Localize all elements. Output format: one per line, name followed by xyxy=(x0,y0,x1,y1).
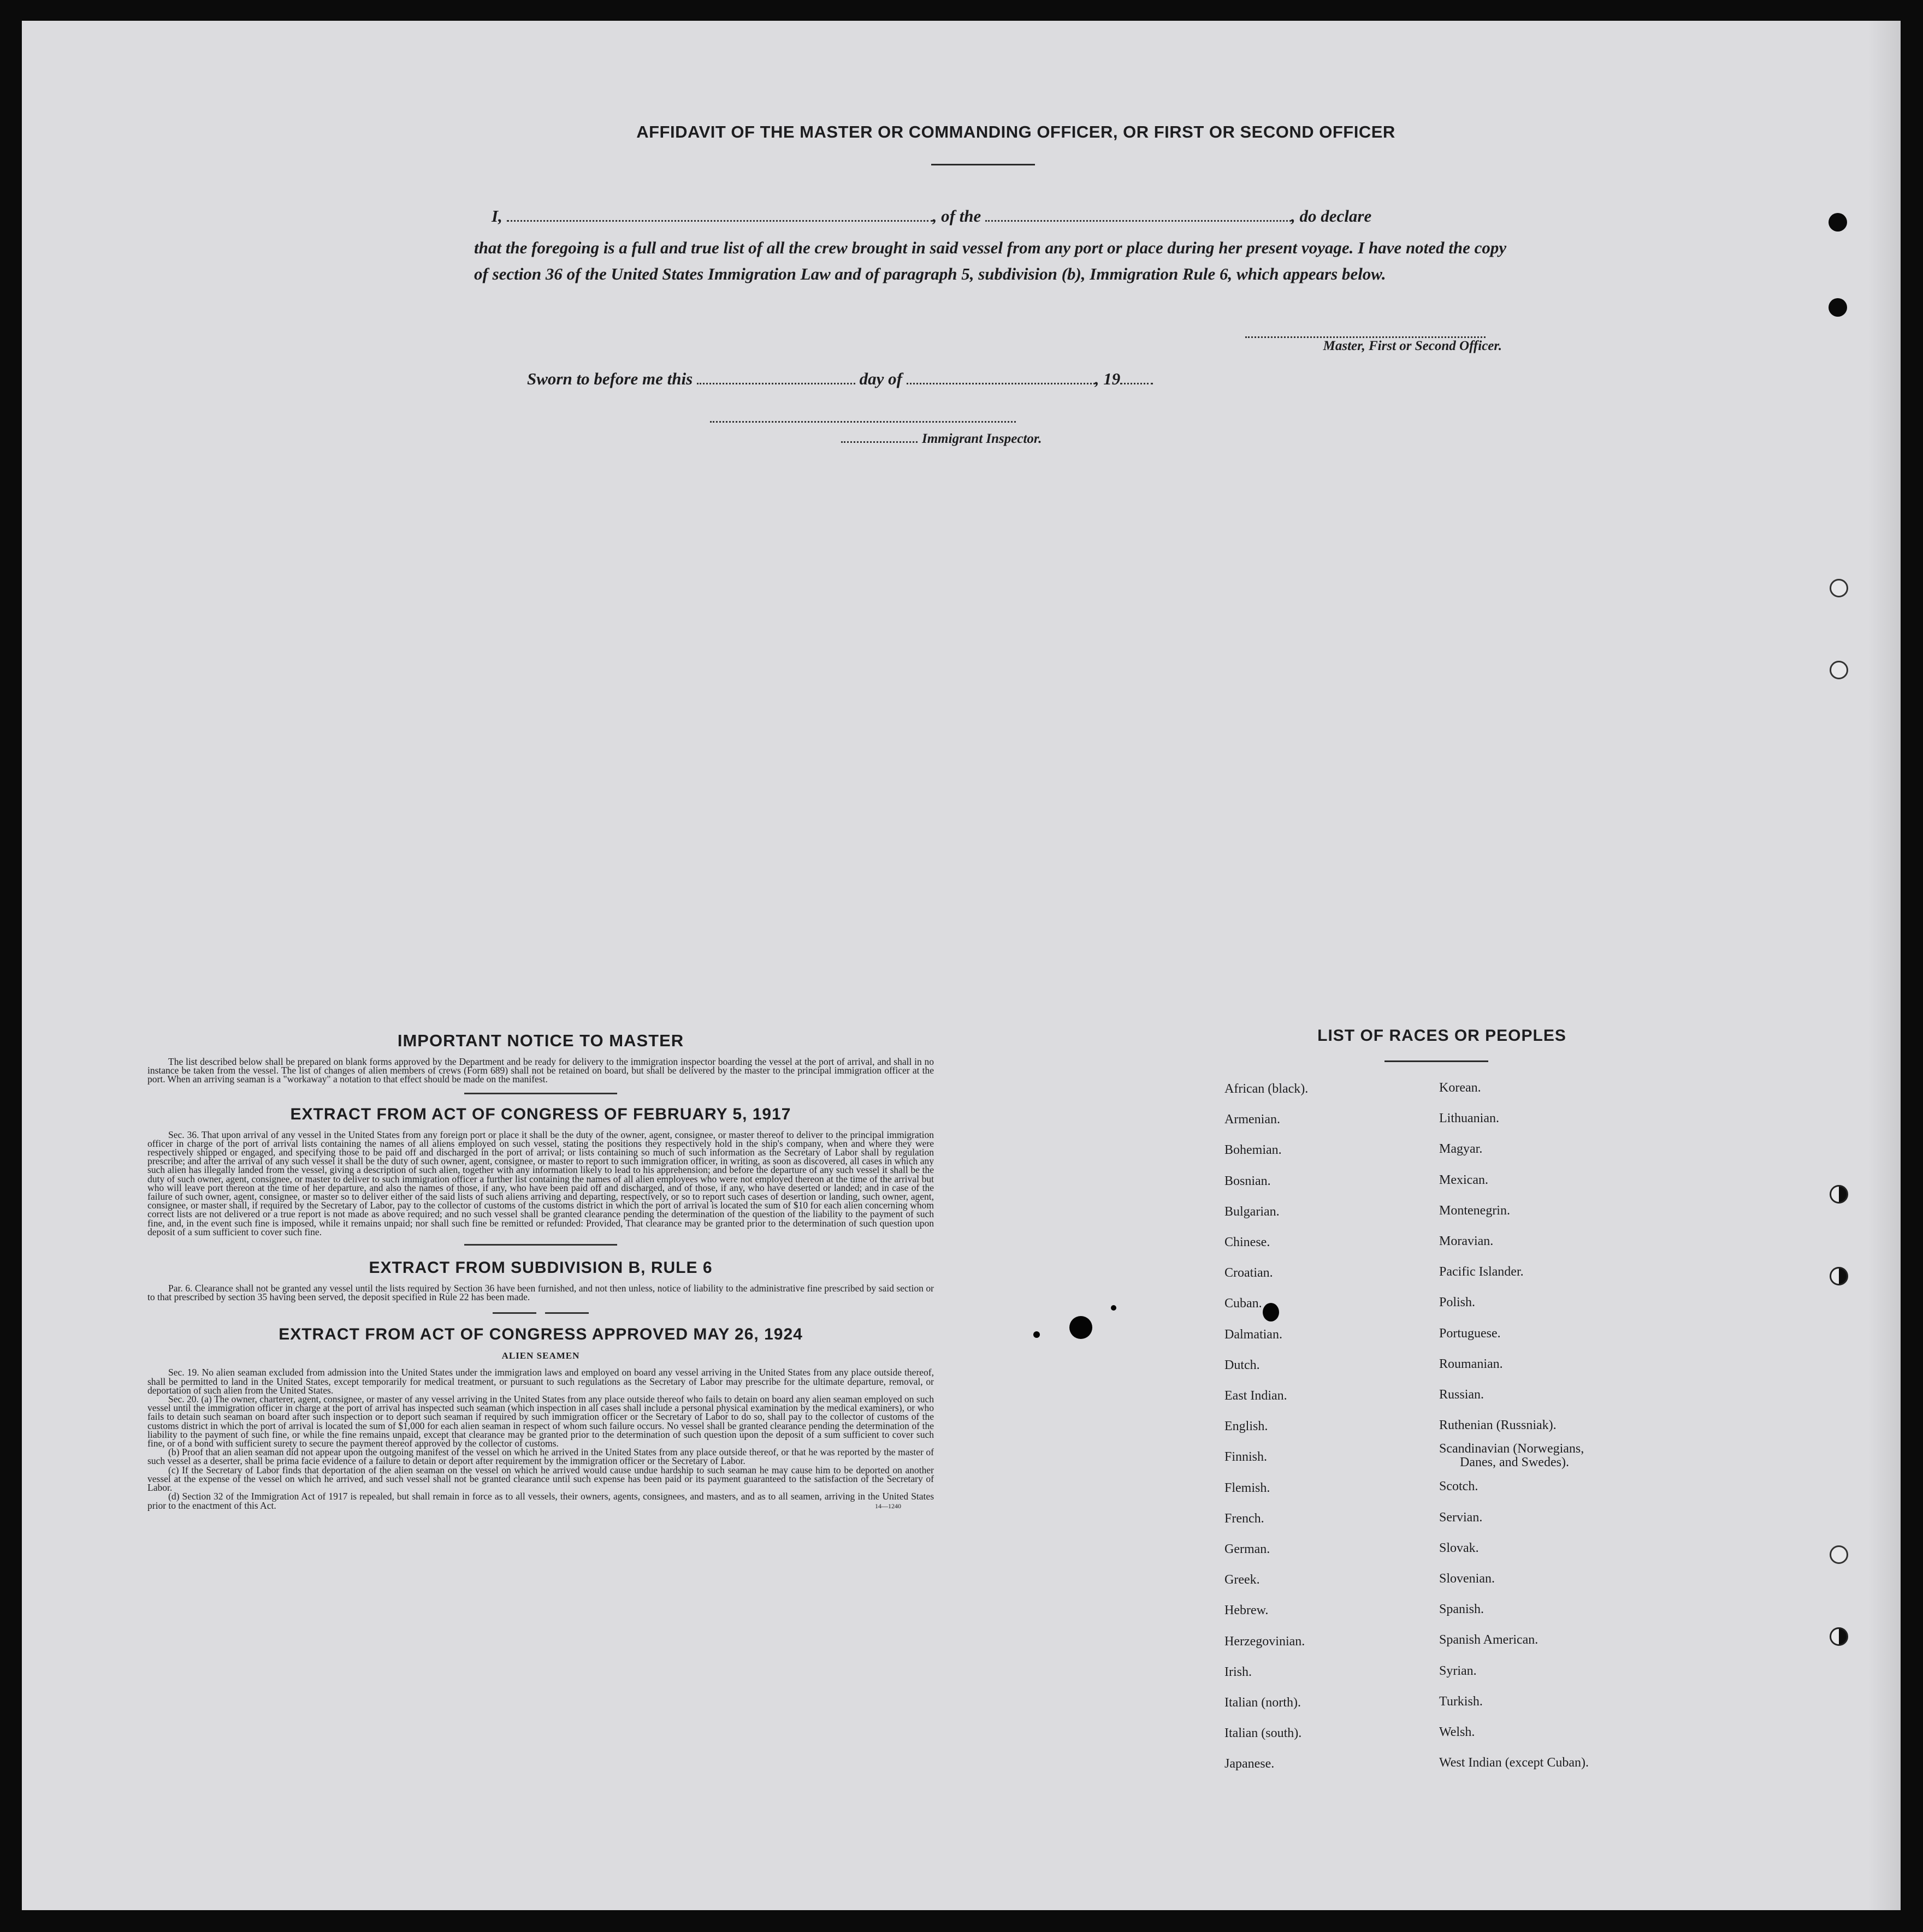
race-item: Croatian. xyxy=(1224,1266,1273,1281)
vessel-name-field[interactable] xyxy=(985,220,1291,222)
race-item: Hebrew. xyxy=(1224,1603,1269,1618)
race-item: Slovak. xyxy=(1439,1540,1479,1555)
form-number: 14—1240 xyxy=(875,1502,901,1510)
race-item-scandinavian xyxy=(1439,1441,1668,1471)
race-item: Cuban. xyxy=(1224,1296,1262,1311)
day-of-label: day of xyxy=(859,369,902,388)
race-item: Herzegovinian. xyxy=(1224,1634,1305,1649)
short-divider xyxy=(147,1307,934,1317)
race-item: Montenegrin. xyxy=(1439,1203,1510,1218)
races-left-column xyxy=(1224,1074,1432,1780)
race-item: Turkish. xyxy=(1439,1694,1483,1709)
binder-hole xyxy=(1829,298,1847,317)
race-item: Slovenian. xyxy=(1439,1572,1495,1586)
affidavit-declaration-line xyxy=(492,206,1529,226)
ink-speck xyxy=(1033,1331,1040,1338)
race-item: Japanese. xyxy=(1224,1757,1275,1771)
of-the-label: , of the xyxy=(932,206,981,226)
race-item: Irish. xyxy=(1224,1664,1252,1679)
race-item: West Indian (except Cuban). xyxy=(1439,1756,1589,1770)
extract-rule6-text: Par. 6. Clearance shall not be granted any vessel until the lists required by Section 36 have been furnished, and not then unless, notice of liability to the administrative fine prescribed by said section or to that prescribed by section 35 having been served, the deposit specified in Rule 22 has been made. xyxy=(147,1283,934,1303)
sec-20c: (c) If the Secretary of Labor finds that deportation of the alien seaman on the vessel on which he arrived would cause undue hardship to such seaman he may cause him to be deported on another vessel at the expense of the vessel on which he arrived, and such vessel shall not be granted clearance until such expense has been paid or its payment guaranteed to the satisfaction of the Secretary of Labor. xyxy=(147,1464,934,1494)
binder-hole xyxy=(1830,661,1848,679)
inspector-line xyxy=(841,431,1114,447)
alien-seamen-subtitle: ALIEN SEAMEN xyxy=(501,1350,580,1361)
race-item: Mexican. xyxy=(1439,1172,1488,1187)
sworn-day-field[interactable] xyxy=(697,383,855,384)
signature-label: Master, First or Second Officer. xyxy=(1323,339,1502,353)
affidavit-body: that the foregoing is a full and true list of all the crew brought in said vessel from any port or place during her present voyage. I have noted the copy of section 36 of the United States Immigration Law and of paragraph 5, subdivision (b), Immigration Rule 6, which appears below. xyxy=(474,238,1507,283)
race-item: French. xyxy=(1224,1511,1264,1526)
declarant-prefix: I, xyxy=(492,206,502,226)
affidavit-title: AFFIDAVIT OF THE MASTER OR COMMANDING OFFICER, OR FIRST OR SECOND OFFICER xyxy=(636,122,1395,141)
sec-19: Sec. 19. No alien seaman excluded from admission into the United States under the immigration laws and employed on board any vessel arriving in the United States from any place outside thereof, shall be permitted to land in the United States, except temporarily for medical treatment, or pursuant to such regulations as the Secretary of Labor may prescribe for the ultimate departure, removal, or deportation of such alien from the United States. xyxy=(147,1367,934,1396)
sec-20a: Sec. 20. (a) The owner, charterer, agent, consignee, or master of any vessel arriving in the United States from any place outside thereof who fails to detain on board any alien seaman employed on such vessel until the immigration officer in charge at the port of arrival has inspected such seaman (which inspection in all cases shall include a personal physical examination by the medical examiners), or who fails to detain such seaman on board after such inspection or to deport such seaman if required by such immigration officer or the Secretary of Labor to do so, shall pay to the collector of customs of the customs district in which the port of arrival is located the sum of $1,000 for each alien seaman in respect of whom such failure occurs. No vessel shall be granted clearance pending the determination of the liability to the payment of such fine, or while the fine remains unpaid, except that clearance may be granted prior to the determination of such question upon the deposit of a sum sufficient to cover such fine, or of a bond with sufficient surety to secure the payment thereof approved by the collector of customs. xyxy=(147,1394,934,1449)
inspector-label: Immigrant Inspector. xyxy=(922,431,1042,446)
extract-1917-text: Sec. 36. That upon arrival of any vessel in the United States from any foreign port or place it shall be the duty of the owner, agent, consignee, or master thereof to deliver to the principal immigration officer in charge of the port of arrival lists containing the names of all aliens employed on such vessel, stating the positions they respectively hold in the ship's company, when and where they were respectively shipped or engaged, and specifying those to be paid off and discharged in the port of arrival; or lists containing so much of such information as the Secretary of Labor shall by regulation prescribe; and after the arrival of any such vessel it shall be the duty of such owner, agent, consignee, or master to report to such immigration officer, in writing, as soon as discovered, all cases in which any such alien has illegally landed from the vessel, giving a description of such alien, together with any information likely to lead to his apprehension; and before the departure of any such vessel it shall be the duty of such owner, agent, consignee, or master to deliver to such immigration officer a further list containing the names of all alien employees who were not employed thereon at the time of the arrival but who will leave port thereon at the time of her departure, and also the names of those, if any, who have been paid off and discharged, and of those, if any, who have deserted or landed; and in case of the failure of such owner, agent, consignee, or master so to deliver either of the said lists of such aliens arriving and departing, respectively, or so to report such cases of desertion or landing, such owner, agent, consignee, or master shall, if required by the Secretary of Labor, pay to the collector of customs of the customs district in which the port of arrival is located the sum of $10 for each alien concerning whom correct lists are not delivered or a true report is not made as above required; and no such vessel shall be granted clearance pending the determination of the question of the liability to the payment of such fine, and, in the event such fine is imposed, while it remains unpaid; nor shall such fine be remitted or refunded: Provided, That clearance may be granted prior to the determination of such question upon deposit of a sum sufficient to cover such fine. xyxy=(147,1129,934,1237)
signature-field[interactable] xyxy=(1245,336,1486,338)
scandinavian-line-2: Danes, and Swedes). xyxy=(1460,1455,1569,1470)
document-page xyxy=(22,21,1901,1910)
race-item: Lithuanian. xyxy=(1439,1111,1499,1126)
race-item: Bosnian. xyxy=(1224,1174,1271,1188)
race-item: Spanish American. xyxy=(1439,1633,1539,1647)
notice-text: The list described below shall be prepared on blank forms approved by the Department and be ready for delivery to the immigration inspector boarding the vessel at the port of arrival, and shall in no instance be taken from the vessel. The list of changes of alien members of crews (Form 689) shall not be retained on board, but shall be delivered by the master to the principal immigration officer at the port. When an arriving seaman is a "workaway" a notation to that effect should be made on the manifest. xyxy=(147,1056,934,1085)
extract-rule6-title: EXTRACT FROM SUBDIVISION B, RULE 6 xyxy=(369,1259,713,1277)
inspector-signature-field[interactable] xyxy=(710,421,1016,423)
race-item: African (black). xyxy=(1224,1082,1309,1096)
race-item: East Indian. xyxy=(1224,1389,1287,1403)
race-item: Polish. xyxy=(1439,1295,1476,1310)
race-item: Welsh. xyxy=(1439,1725,1475,1740)
scandinavian-line-1: Scandinavian (Norwegians, xyxy=(1439,1442,1584,1456)
race-item: English. xyxy=(1224,1419,1268,1434)
sec-20b: (b) Proof that an alien seaman did not appear upon the outgoing manifest of the vessel on which he arrived in the United States from any place outside thereof, or that he was reported by the master of such vessel as a deserter, shall be prima facie evidence of a failure to detain or deport after requirement by the immigration officer or the Secretary of Labor. xyxy=(147,1447,934,1467)
race-item: Portuguese. xyxy=(1439,1326,1501,1341)
section-divider xyxy=(464,1093,617,1094)
section-divider xyxy=(464,1244,617,1246)
race-item: Scotch. xyxy=(1439,1479,1478,1494)
inspector-prefix-field[interactable] xyxy=(841,441,918,443)
race-item: Greek. xyxy=(1224,1573,1260,1587)
race-item: Flemish. xyxy=(1224,1480,1270,1495)
extract-1924-title: EXTRACT FROM ACT OF CONGRESS APPROVED MAY 26, 1924 xyxy=(279,1325,803,1344)
races-title-rule xyxy=(1384,1060,1488,1062)
sworn-label: Sworn to before me this xyxy=(527,369,693,388)
notice-section xyxy=(147,1031,934,1510)
race-item: Chinese. xyxy=(1224,1235,1270,1250)
sworn-year-field[interactable] xyxy=(1120,383,1153,384)
declare-label: , do declare xyxy=(1291,206,1372,226)
race-item: Spanish. xyxy=(1439,1602,1484,1617)
race-item: Bohemian. xyxy=(1224,1143,1282,1158)
race-item: Dutch. xyxy=(1224,1358,1260,1372)
race-item: Servian. xyxy=(1439,1510,1483,1525)
race-item: Pacific Islander. xyxy=(1439,1265,1524,1279)
race-item: Italian (north). xyxy=(1224,1696,1301,1710)
page-edge-shadow xyxy=(1868,21,1901,1910)
race-item: Armenian. xyxy=(1224,1112,1280,1127)
race-item: Bulgarian. xyxy=(1224,1204,1280,1219)
binder-hole xyxy=(1830,1545,1848,1564)
race-item: Moravian. xyxy=(1439,1234,1494,1249)
sec-20d: (d) Section 32 of the Immigration Act of 1917 is repealed, but shall remain in force as to all vessels, their owners, agents, consignees, and masters, and as to all seamen, arriving in the United States prior to the enactment of this Act. xyxy=(147,1491,934,1511)
binder-hole xyxy=(1830,579,1848,597)
race-item: Italian (south). xyxy=(1224,1726,1302,1741)
race-item: Magyar. xyxy=(1439,1142,1483,1157)
race-item: German. xyxy=(1224,1542,1270,1557)
race-item: Korean. xyxy=(1439,1081,1481,1095)
ink-blot xyxy=(1263,1303,1279,1321)
title-rule xyxy=(931,164,1035,165)
ink-blot xyxy=(1069,1316,1092,1339)
binder-hole xyxy=(1830,1185,1848,1204)
races-title: LIST OF RACES OR PEOPLES xyxy=(1317,1027,1566,1045)
ink-speck xyxy=(1111,1305,1116,1311)
races-right-column xyxy=(1439,1072,1668,1778)
race-item: Roumanian. xyxy=(1439,1356,1503,1371)
extract-1924-text xyxy=(147,1368,934,1509)
declarant-name-field[interactable] xyxy=(507,220,933,222)
binder-hole xyxy=(1829,213,1847,232)
extract-1917-title: EXTRACT FROM ACT OF CONGRESS OF FEBRUARY 5, 1917 xyxy=(290,1105,791,1123)
year-prefix: , 19 xyxy=(1094,369,1121,388)
binder-hole xyxy=(1830,1627,1848,1646)
race-item: Ruthenian (Russniak). xyxy=(1439,1418,1557,1433)
race-item: Russian. xyxy=(1439,1388,1484,1402)
binder-hole xyxy=(1830,1267,1848,1285)
sworn-line xyxy=(527,369,1237,389)
notice-title: IMPORTANT NOTICE TO MASTER xyxy=(397,1031,684,1050)
race-item: Syrian. xyxy=(1439,1663,1477,1678)
race-item: Dalmatian. xyxy=(1224,1327,1282,1342)
sworn-month-field[interactable] xyxy=(907,383,1095,384)
race-item: Finnish. xyxy=(1224,1450,1268,1465)
